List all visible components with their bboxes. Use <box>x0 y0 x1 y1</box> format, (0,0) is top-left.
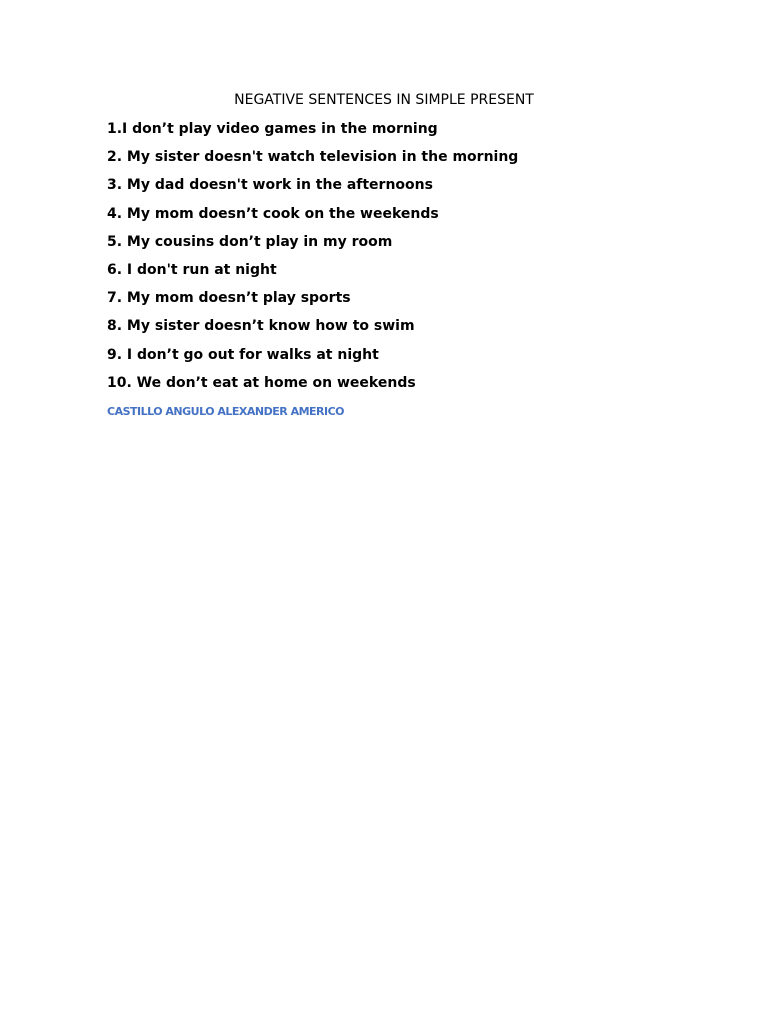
sentence-list <box>107 119 518 401</box>
sentence-3: 3. My dad doesn't work in the afternoons <box>107 177 433 194</box>
document-title: NEGATIVE SENTENCES IN SIMPLE PRESENT <box>234 92 534 108</box>
author-name: CASTILLO ANGULO ALEXANDER AMERICO <box>107 405 345 418</box>
sentence-10: 10. We don’t eat at home on weekends <box>107 374 416 391</box>
sentence-4: 4. My mom doesn’t cook on the weekends <box>107 205 439 222</box>
sentence-6: 6. I don't run at night <box>107 261 277 278</box>
sentence-5: 5. My cousins don’t play in my room <box>107 233 393 250</box>
sentence-1: 1.I don’t play video games in the morning <box>107 121 438 137</box>
sentence-9: 9. I don’t go out for walks at night <box>107 346 379 363</box>
sentence-8: 8. My sister doesn’t know how to swim <box>107 318 415 335</box>
sentence-7: 7. My mom doesn’t play sports <box>107 290 351 307</box>
sentence-2: 2. My sister doesn't watch television in the morning <box>107 149 519 166</box>
